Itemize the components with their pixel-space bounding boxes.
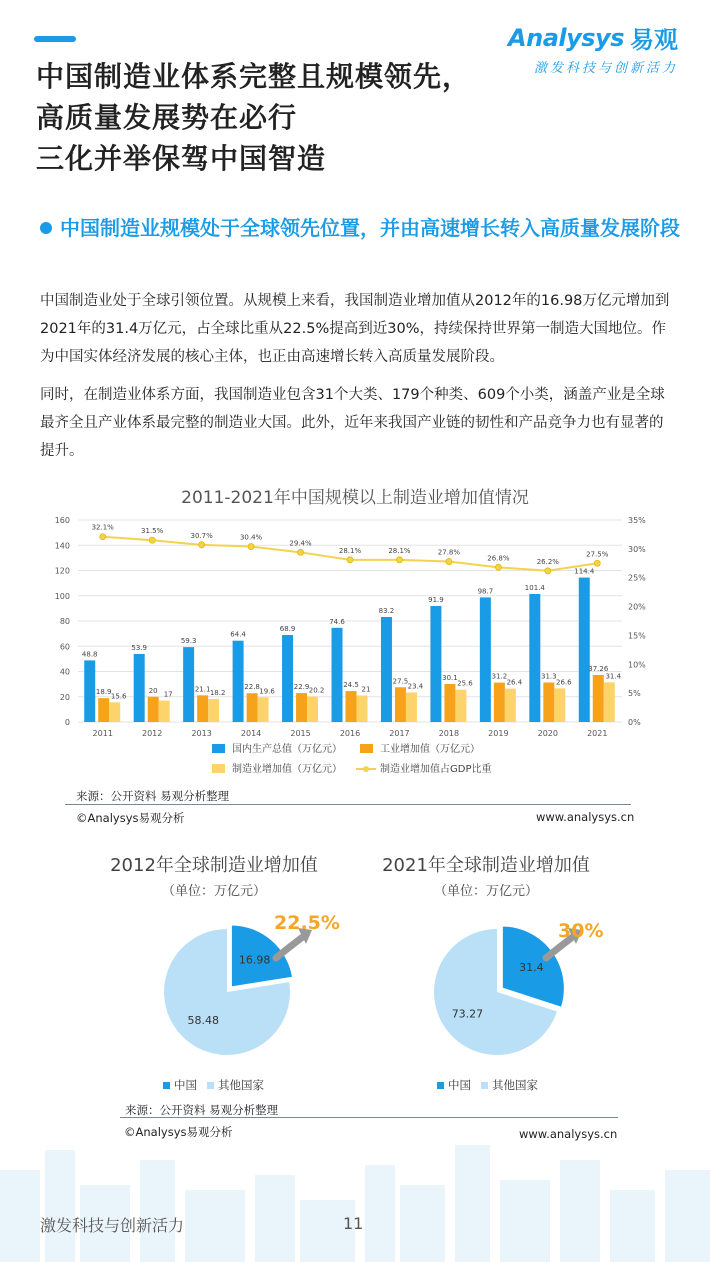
line-value-label: 30.4% — [239, 533, 263, 542]
bar — [395, 687, 406, 722]
bar-value-label: 98.7 — [477, 587, 494, 596]
legend-swatch — [212, 744, 225, 753]
title-line: 三化并举保驾中国智造 — [36, 142, 327, 175]
bar-value-label: 91.9 — [428, 595, 444, 604]
bar — [455, 690, 466, 722]
title-line: 中国制造业体系完整且规模领先， — [36, 60, 472, 93]
pie-unit-2012: （单位：万亿元） — [161, 884, 266, 899]
bar — [593, 675, 604, 722]
bar — [134, 654, 145, 722]
y2-tick-label: 25% — [628, 573, 646, 583]
bar — [197, 695, 208, 722]
brand-slogan: 激发科技与创新活力 — [533, 61, 678, 76]
legend-label: 中国 — [174, 1078, 197, 1092]
bar-chart — [40, 506, 660, 786]
x-tick-label: 2013 — [191, 729, 212, 738]
line-point — [347, 557, 353, 563]
bar — [357, 695, 368, 722]
y-tick-label: 160 — [54, 516, 70, 525]
bar-value-label: 31.2 — [491, 672, 508, 681]
bar — [247, 693, 258, 722]
pie-title-2012: 2012年全球制造业增加值 — [110, 855, 318, 876]
y2-tick-label: 0% — [628, 718, 641, 727]
legend-item — [481, 1077, 538, 1093]
legend-swatch — [363, 766, 369, 772]
page-title — [36, 56, 471, 179]
bar-value-label: 48.8 — [81, 650, 98, 659]
bar — [494, 683, 505, 722]
legend-item — [437, 1077, 471, 1093]
divider — [120, 1117, 618, 1118]
title-line: 高质量发展势在必行 — [36, 101, 298, 134]
line-value-label: 30.7% — [190, 531, 213, 540]
divider — [65, 804, 631, 805]
legend-swatch — [163, 1082, 170, 1089]
copyright: ©Analysys易观分析 — [124, 1125, 233, 1139]
y2-tick-label: 5% — [628, 689, 641, 699]
copyright: ©Analysys易观分析 — [76, 811, 185, 825]
pie-value-label: 58.48 — [187, 1013, 220, 1027]
y-tick-label: 120 — [54, 566, 70, 576]
bar-value-label: 22.9 — [293, 683, 310, 692]
x-tick-label: 2011 — [92, 729, 113, 738]
y2-tick-label: 15% — [628, 631, 646, 641]
line-value-label: 27.5% — [586, 550, 609, 559]
brand-header — [508, 20, 678, 76]
city-skyline-decoration — [0, 1130, 710, 1262]
bar — [109, 702, 120, 722]
bar-value-label: 31.3 — [541, 672, 557, 681]
bar — [554, 688, 565, 722]
chart-source: 来源：公开资料 易观分析整理 — [125, 1103, 279, 1117]
legend-swatch — [212, 764, 225, 773]
legend-label: 制造业增加值占GDP比重 — [380, 764, 492, 775]
legend-swatch — [437, 1082, 444, 1089]
line-value-label: 26.8% — [487, 554, 510, 563]
y2-tick-label: 35% — [628, 516, 646, 525]
page-number: 11 — [343, 1214, 364, 1233]
china-share-2012: 22.5% — [274, 912, 340, 934]
bar-value-label: 21 — [361, 685, 371, 694]
legend-swatch — [481, 1082, 488, 1089]
bullet-icon — [40, 222, 52, 234]
bar — [282, 635, 293, 722]
website-url: www.analysys.cn — [536, 810, 635, 824]
bar — [296, 693, 307, 722]
body-paragraph: 同时，在制造业体系方面，我国制造业包含31个大类、179个种类、609个小类，涵盖产业是全球最齐全且产业体系最完整的制造业大国。此外，近年来我国产业链的韧性和产品竞争力也有显著的提升。 — [40, 387, 665, 459]
bar — [148, 697, 159, 722]
bar-value-label: 21.1 — [194, 685, 211, 694]
legend-label: 其他国家 — [492, 1078, 538, 1092]
bar-value-label: 22.8 — [244, 683, 260, 692]
y-tick-label: 0 — [64, 718, 70, 727]
pie-unit-2021: （单位：万亿元） — [433, 884, 538, 899]
line-point — [100, 534, 106, 540]
y2-tick-label: 10% — [628, 660, 646, 670]
bar-value-label: 68.9 — [279, 625, 296, 634]
bar — [406, 692, 417, 722]
pie-legend-2012 — [163, 1077, 264, 1093]
bar-value-label: 15.6 — [110, 692, 127, 701]
pie-value-label: 16.98 — [238, 953, 271, 967]
bar-value-label: 101.4 — [524, 583, 545, 592]
bar — [98, 698, 109, 722]
line-point — [495, 564, 501, 570]
bar-value-label: 20 — [148, 686, 158, 695]
line-value-label: 28.1% — [338, 546, 362, 555]
bar-value-label: 20.2 — [308, 686, 325, 695]
body-paragraph: 中国制造业处于全球引领位置。从规模上来看，我国制造业增加值从2012年的16.98万亿元增加到2021年的31.4万亿元，占全球比重从22.5%提高到近30%，持续保持世界第一制造大国地位。作为中国实体经济发展的核心主体，也正由高速增长转入高质量发展阶段。 — [40, 293, 670, 365]
bar — [84, 660, 95, 722]
line-value-label: 27.8% — [437, 548, 461, 557]
line-value-label: 29.4% — [289, 539, 312, 548]
bar-value-label: 19.6 — [259, 687, 275, 696]
line-value-label: 28.1% — [388, 546, 411, 555]
legend-swatch — [360, 744, 373, 753]
bar-value-label: 18.2 — [209, 689, 226, 698]
bar — [579, 578, 590, 722]
chart-source: 来源：公开资料 易观分析整理 — [76, 789, 230, 803]
line-point — [446, 559, 452, 565]
y-tick-label: 80 — [59, 617, 70, 626]
brand-logo: Analysys — [508, 23, 624, 52]
y2-tick-label: 20% — [628, 602, 646, 612]
x-tick-label: 2021 — [587, 729, 608, 738]
y-tick-label: 20 — [59, 692, 70, 702]
bar-value-label: 27.5 — [392, 677, 409, 686]
bar-value-label: 114.4 — [574, 567, 595, 576]
title-accent-bar — [34, 36, 76, 42]
bar-value-label: 26.6 — [556, 678, 572, 687]
pie-title-2021: 2021年全球制造业增加值 — [382, 855, 590, 876]
line-point — [594, 560, 600, 566]
bar — [543, 682, 554, 722]
legend-item — [163, 1077, 197, 1093]
bar — [430, 606, 441, 722]
bar-value-label: 25.6 — [457, 679, 473, 688]
y-tick-label: 140 — [54, 541, 70, 551]
bar — [208, 699, 219, 722]
bar — [233, 641, 244, 722]
legend-label: 工业增加值（万亿元） — [380, 744, 480, 755]
legend-item — [207, 1077, 264, 1093]
x-tick-label: 2012 — [142, 729, 163, 738]
y2-tick-label: 30% — [628, 544, 646, 554]
x-tick-label: 2017 — [389, 729, 410, 738]
pie-legend-2021 — [437, 1077, 538, 1093]
legend-label: 国内生产总值（万亿元） — [232, 744, 342, 755]
bar — [346, 691, 357, 722]
x-tick-label: 2015 — [290, 729, 311, 738]
website-url: www.analysys.cn — [519, 1127, 618, 1141]
bar — [444, 684, 455, 722]
line-value-label: 31.5% — [141, 527, 164, 536]
bar — [258, 697, 269, 722]
pie-value-label: 31.4 — [519, 960, 544, 974]
section-heading-text: 中国制造业规模处于全球领先位置，并由高速增长转入高质量发展阶段 — [60, 216, 680, 240]
bar-value-label: 30.1 — [442, 673, 458, 682]
y-tick-label: 60 — [59, 642, 70, 652]
y-tick-label: 40 — [59, 667, 70, 677]
bar — [529, 594, 540, 722]
bar-value-label: 23.4 — [407, 682, 424, 691]
bar-value-label: 24.5 — [343, 681, 359, 690]
bar — [183, 647, 194, 722]
bar-value-label: 31.4 — [605, 672, 622, 681]
line-value-label: 32.1% — [91, 523, 114, 532]
bar — [480, 597, 491, 722]
y-tick-label: 100 — [54, 591, 70, 601]
legend-label: 其他国家 — [218, 1078, 264, 1092]
bar-value-label: 59.3 — [180, 637, 197, 646]
bar-value-label: 53.9 — [131, 643, 147, 652]
bar — [505, 689, 516, 722]
line-point — [248, 544, 254, 550]
line-point — [545, 568, 551, 574]
x-tick-label: 2018 — [438, 729, 460, 738]
legend-label: 制造业增加值（万亿元） — [232, 764, 342, 775]
line-point — [149, 537, 155, 543]
section-heading — [40, 212, 680, 245]
bar-value-label: 18.9 — [95, 688, 112, 697]
x-tick-label: 2019 — [488, 729, 509, 738]
bar-value-label: 64.4 — [230, 630, 246, 639]
bar-value-label: 17 — [163, 690, 173, 699]
bar — [604, 682, 615, 722]
x-tick-label: 2020 — [537, 729, 558, 738]
bar-value-label: 74.6 — [329, 617, 345, 626]
pie-value-label: 73.27 — [451, 1007, 484, 1021]
bar-chart-title: 2011-2021年中国规模以上制造业增加值情况 — [181, 488, 529, 508]
bar-value-label: 83.2 — [378, 606, 395, 615]
brand-name: 易观 — [630, 26, 678, 54]
bar-value-label: 26.4 — [506, 678, 523, 687]
x-tick-label: 2014 — [240, 729, 262, 738]
legend-swatch — [207, 1082, 214, 1089]
footer-slogan: 激发科技与创新活力 — [40, 1216, 185, 1235]
line-value-label: 26.2% — [536, 557, 559, 566]
line-point — [199, 542, 205, 548]
line-point — [298, 549, 304, 555]
x-tick-label: 2016 — [339, 729, 361, 738]
legend-label: 中国 — [448, 1078, 471, 1092]
bar — [307, 696, 318, 722]
china-share-2021: 30% — [558, 920, 604, 942]
bar-value-label: 37.26 — [588, 664, 609, 673]
bar — [381, 617, 392, 722]
bar — [332, 628, 343, 722]
line-point — [396, 557, 402, 563]
bar — [159, 701, 170, 722]
